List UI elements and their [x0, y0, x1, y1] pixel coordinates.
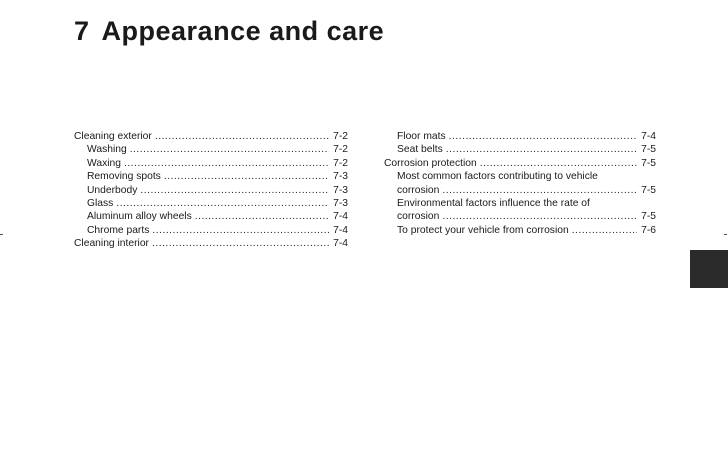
- dot-leader: [195, 210, 329, 223]
- toc-entry[interactable]: [74, 224, 348, 237]
- toc-entry[interactable]: [74, 170, 348, 183]
- dot-leader: [446, 143, 637, 156]
- toc-entry-label: Cleaning interior: [74, 238, 149, 250]
- toc-entry[interactable]: [384, 143, 656, 156]
- dot-leader: [155, 130, 329, 143]
- toc-entry-label: Floor mats: [397, 131, 446, 142]
- toc-entry-label: To protect your vehicle from corrosion: [397, 224, 569, 236]
- chapter-number: 7: [74, 16, 90, 46]
- chapter-title: [74, 16, 384, 47]
- toc-page-number: 7-3: [333, 198, 348, 210]
- dot-leader: [116, 197, 329, 210]
- dot-leader: [152, 224, 329, 237]
- margin-tick-right: [724, 234, 727, 235]
- toc-entry[interactable]: [384, 210, 656, 223]
- toc-entry[interactable]: [74, 157, 348, 170]
- toc-page-number: 7-4: [333, 224, 348, 236]
- chapter-tab-marker: [690, 250, 728, 288]
- dot-leader: [572, 224, 637, 237]
- dot-leader: [442, 210, 637, 223]
- toc-entry-label: Aluminum alloy wheels: [87, 211, 192, 223]
- toc-page-number: 7-3: [333, 184, 348, 196]
- toc-entry[interactable]: [384, 130, 656, 143]
- toc-entry-label: Removing spots: [87, 171, 161, 183]
- toc-page-number: 7-2: [333, 157, 348, 169]
- toc-entry-label: Chrome parts: [87, 224, 150, 236]
- toc-entry-label: corrosion: [397, 211, 440, 223]
- toc-page-number: 7-2: [333, 144, 348, 156]
- toc-left-column: [74, 130, 348, 251]
- toc-entry[interactable]: [74, 184, 348, 197]
- chapter-title-text: Appearance and care: [101, 16, 385, 46]
- toc-page-number: 7-5: [641, 157, 656, 169]
- toc-entry-label: Glass: [87, 198, 114, 210]
- toc-entry-line: Environmental factors influence the rate of: [397, 198, 590, 210]
- dot-leader: [480, 157, 637, 170]
- toc-entry-label: corrosion: [397, 184, 440, 196]
- toc-page-number: 7-2: [333, 131, 348, 142]
- toc-page-number: 7-3: [333, 171, 348, 183]
- toc-page-number: 7-4: [641, 131, 656, 142]
- toc-entry[interactable]: [74, 197, 348, 210]
- toc-right-column: [384, 130, 656, 237]
- toc-entry-line: Most common factors contributing to vehicle: [397, 171, 598, 183]
- dot-leader: [152, 237, 329, 250]
- toc-entry[interactable]: [74, 237, 348, 250]
- toc-entry[interactable]: [74, 210, 348, 223]
- margin-tick-left: [0, 234, 3, 235]
- toc-page-number: 7-6: [641, 224, 656, 236]
- toc-entry[interactable]: [74, 143, 348, 156]
- toc-page-number: 7-5: [641, 184, 656, 196]
- toc-page-number: 7-5: [641, 144, 656, 156]
- dot-leader: [140, 184, 329, 197]
- toc-entry-label: Cleaning exterior: [74, 131, 152, 142]
- toc-entry[interactable]: [384, 157, 656, 170]
- toc-entry-label: Washing: [87, 144, 127, 156]
- toc-entry-label: Underbody: [87, 184, 138, 196]
- dot-leader: [164, 170, 329, 183]
- toc-page-number: 7-5: [641, 211, 656, 223]
- toc-page-number: 7-4: [333, 211, 348, 223]
- toc-entry-label: Waxing: [87, 157, 121, 169]
- dot-leader: [124, 157, 329, 170]
- toc-entry[interactable]: [384, 184, 656, 197]
- toc-page-number: 7-4: [333, 238, 348, 250]
- dot-leader: [449, 130, 637, 143]
- toc-entry-label: Corrosion protection: [384, 157, 477, 169]
- dot-leader: [442, 184, 637, 197]
- toc-entry[interactable]: [384, 224, 656, 237]
- toc-entry[interactable]: [74, 130, 348, 143]
- dot-leader: [130, 143, 329, 156]
- toc-entry-label: Seat belts: [397, 144, 443, 156]
